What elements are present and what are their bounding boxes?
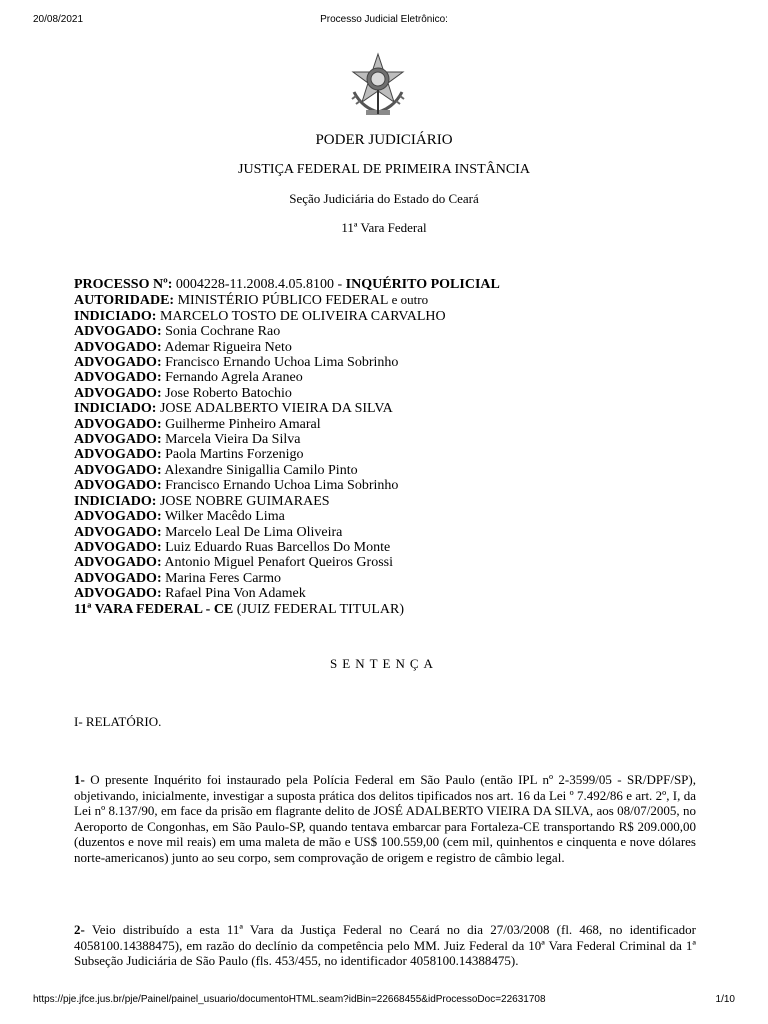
party-row [74, 447, 714, 462]
section-heading: I- RELATÓRIO. [74, 714, 162, 729]
party-name: Francisco Ernando Uchoa Lima Sobrinho [161, 355, 399, 371]
party-role: AUTORIDADE: [74, 293, 175, 309]
party-name: Marina Feres Carmo [161, 570, 281, 586]
party-name: Francisco Ernando Uchoa Lima Sobrinho [161, 478, 399, 494]
party-role: ADVOGADO: [74, 570, 162, 586]
party-row [74, 401, 714, 416]
party-name: JOSE NOBRE GUIMARAES [156, 493, 330, 509]
page-number: 1/10 [715, 994, 735, 1005]
party-role: ADVOGADO: [74, 355, 162, 371]
party-row [74, 571, 714, 586]
party-role: ADVOGADO: [74, 478, 162, 494]
paragraph-text: Veio distribuído a esta 11ª Vara da Justiça Federal no Ceará no dia 27/03/2008 (fl. 468, no identificador 4058100.14388475), em razão do declínio da competência pelo MM. Juiz Federal da 10ª Vara Federal Criminal da 1ª Subseção Judiciária de São Paulo (fls. 453/455, no identificador 4058100.14388475). [74, 922, 696, 969]
party-role: ADVOGADO: [74, 324, 162, 340]
document-url: https://pje.jfce.jus.br/pje/Painel/painel_usuario/documentoHTML.seam?idBin=22668455&idProcessoDoc=22631708 [33, 994, 546, 1005]
party-name: Luiz Eduardo Ruas Barcellos Do Monte [161, 539, 391, 555]
party-row [74, 586, 714, 601]
party-row [74, 509, 714, 524]
paragraph-number: 1- [74, 772, 85, 787]
party-name: Marcelo Leal De Lima Oliveira [161, 524, 343, 540]
party-role: ADVOGADO: [74, 524, 162, 540]
party-row [74, 340, 714, 355]
document-title: SENTENÇA [330, 656, 438, 671]
heading-secao-judiciaria: Seção Judiciária do Estado do Ceará [289, 191, 479, 206]
court-judge: (JUIZ FEDERAL TITULAR) [233, 601, 404, 617]
heading-vara-federal: 11ª Vara Federal [341, 220, 427, 235]
party-name: Marcela Vieira Da Silva [161, 432, 301, 448]
party-name: MINISTÉRIO PÚBLICO FEDERAL [174, 293, 389, 309]
party-role: ADVOGADO: [74, 555, 162, 571]
case-parties [74, 277, 714, 617]
paragraph [74, 772, 696, 866]
party-role: ADVOGADO: [74, 432, 162, 448]
print-header [33, 14, 735, 28]
party-name: Fernando Agrela Araneo [161, 370, 303, 386]
heading-poder-judiciario: PODER JUDICIÁRIO [315, 132, 453, 148]
party-role: INDICIADO: [74, 308, 157, 324]
party-name: Ademar Rigueira Neto [161, 339, 292, 355]
process-class: INQUÉRITO POLICIAL [345, 277, 500, 292]
party-name: Sonia Cochrane Rao [161, 324, 281, 340]
party-row [74, 324, 714, 339]
process-number-row [74, 277, 714, 292]
party-row [74, 355, 714, 370]
party-role: ADVOGADO: [74, 539, 162, 555]
paragraph-text: O presente Inquérito foi instaurado pela Polícia Federal em São Paulo (então IPL nº 2-3599/05 - SR/DPF/SP), objetivando, inicialmente, investigar a suposta prática dos delitos tipificados nos art. 16 da Lei º 7.492/86 e art. 2º, I, da Lei nº 8.137/90, em face da prisão em flagrante delito de JOSÉ ADALBERTO VIEIRA DA SILVA, aos 08/07/2005, no Aeroporto de Congonhas, em São Paulo-SP, quando tentava embarcar para Fortaleza-CE transportando R$ 209.000,00 (duzentos e nove mil reais) em uma maleta de mão e US$ 100.559,00 (cem mil, quinhentos e cinquenta e nove dólares norte-americanos) junto ao seu corpo, sem comprovação de origem e registro de câmbio legal. [74, 772, 696, 865]
party-name: Rafael Pina Von Adamek [161, 586, 306, 602]
party-role: ADVOGADO: [74, 385, 162, 401]
party-row [74, 370, 714, 385]
party-name: JOSE ADALBERTO VIEIRA DA SILVA [156, 401, 393, 417]
party-row [74, 309, 714, 324]
party-role: INDICIADO: [74, 401, 157, 417]
party-row [74, 494, 714, 509]
party-suffix: e outro [388, 292, 429, 308]
court-label: 11ª VARA FEDERAL - CE [74, 601, 234, 617]
party-name: Paola Martins Forzenigo [161, 447, 304, 463]
paragraph [74, 922, 696, 969]
party-role: ADVOGADO: [74, 370, 162, 386]
print-title: Processo Judicial Eletrônico: [320, 14, 448, 25]
party-role: ADVOGADO: [74, 586, 162, 602]
party-row [74, 432, 714, 447]
party-row [74, 463, 714, 478]
brazil-coat-of-arms-icon [346, 52, 410, 118]
party-role: ADVOGADO: [74, 509, 162, 525]
party-name: Alexandre Sinigallia Camilo Pinto [161, 462, 358, 478]
process-number: 0004228-11.2008.4.05.8100 - [172, 277, 346, 292]
party-row [74, 386, 714, 401]
print-date: 20/08/2021 [33, 14, 84, 25]
party-row [74, 478, 714, 493]
party-role: ADVOGADO: [74, 339, 162, 355]
paragraph-number: 2- [74, 922, 85, 937]
party-name: MARCELO TOSTO DE OLIVEIRA CARVALHO [156, 308, 446, 324]
party-name: Guilherme Pinheiro Amaral [161, 416, 321, 432]
party-role: ADVOGADO: [74, 447, 162, 463]
party-row [74, 292, 714, 308]
court-row [74, 602, 714, 617]
party-name: Wilker Macêdo Lima [161, 509, 285, 525]
process-label: PROCESSO Nº: [74, 277, 173, 292]
party-name: Jose Roberto Batochio [161, 385, 292, 401]
print-footer [33, 994, 735, 1008]
party-name: Antonio Miguel Penafort Queiros Grossi [161, 555, 393, 571]
party-row [74, 540, 714, 555]
party-role: ADVOGADO: [74, 462, 162, 478]
party-row [74, 525, 714, 540]
party-row [74, 417, 714, 432]
party-row [74, 555, 714, 570]
party-role: INDICIADO: [74, 493, 157, 509]
party-role: ADVOGADO: [74, 416, 162, 432]
heading-justica-federal: JUSTIÇA FEDERAL DE PRIMEIRA INSTÂNCIA [238, 162, 530, 177]
